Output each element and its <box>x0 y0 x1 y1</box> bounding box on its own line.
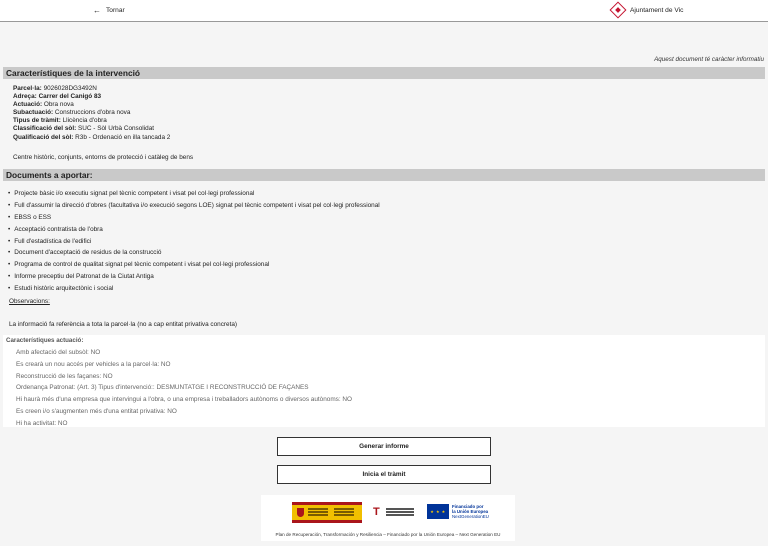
list-item: • EBSS o ESS <box>8 212 380 224</box>
list-item: • Document d'acceptació de residus de la construcció <box>8 247 380 259</box>
field-actuacio: Actuació: Obra nova <box>13 101 74 109</box>
list-item: • Informe preceptiu del Patronat de la Ciutat Antiga <box>8 271 380 283</box>
list-item: • Projecte bàsic i/o executiu signat pel tècnic competent i visat pel col·legi professional <box>8 188 380 200</box>
protection-note: Centre històric, conjunts, entorns de protecció i catàleg de bens <box>13 154 194 161</box>
informative-notice: Aquest document té caràcter informatiu <box>654 56 764 63</box>
list-item: Hi haurà més d'una empresa que intervingui a l'obra, o una empresa i treballadors autònoms o diversos autònoms: NO <box>16 396 352 404</box>
generate-report-button[interactable]: Generar informe <box>277 437 491 456</box>
list-item: Hi ha activitat: NO <box>16 419 68 427</box>
list-item: • Full d'estadística de l'edifici <box>8 236 380 248</box>
top-bar <box>0 0 768 22</box>
parcel-info: La informació fa referència a tota la parcel·la (no a cap entitat privativa concreta) <box>9 321 238 328</box>
list-item: • Programa de control de qualitat signat pel tècnic competent i visat pel col·legi professional <box>8 259 380 271</box>
prtr-logo <box>373 504 413 522</box>
brand[interactable] <box>610 2 683 18</box>
actuacio-title: Característiques actuació: <box>6 337 84 344</box>
characteristics-details <box>13 85 170 142</box>
list-item: • Acceptació contratista de l'obra <box>8 224 380 236</box>
documents-list <box>8 188 380 295</box>
back-label: Tornar <box>106 7 125 14</box>
actuacio-list <box>16 347 352 430</box>
list-item: • Full d'assumir la direcció d'obres (facultativa i/o execució segons LOE) signat pel tècnic competent i visat pel col·legi professional <box>8 200 380 212</box>
eu-flag-icon: ★ ★ ★ <box>427 504 449 519</box>
characteristics-header: Característiques de la intervenció <box>3 67 765 79</box>
field-qualificacio: Qualificació del sòl: R3b - Ordenació en illa tancada 2 <box>13 133 171 141</box>
funding-caption: Plan de Recuperación, Transformación y Resiliencia – Financiado por la Unión Europea – Next Generation EU <box>275 532 501 537</box>
documents-header: Documents a aportar: <box>3 169 765 181</box>
list-item: Es crearà un nou accés per vehicles a la parcel·la: NO <box>16 360 171 368</box>
back-button[interactable] <box>93 6 125 15</box>
arrow-left-icon: ← <box>93 6 101 15</box>
observations-title: Observacions: <box>9 298 50 305</box>
field-subactuacio: Subactuació: Construccions d'obra nova <box>13 109 131 117</box>
field-tipus-tramit: Tipus de tràmit: Llicència d'obra <box>13 117 107 125</box>
list-item: • Estudi històric arquitectònic i social <box>8 283 380 295</box>
coat-of-arms-icon <box>297 508 304 517</box>
list-item: Ordenança Patronat: (Art. 3) Tipus d'intervenció:: DESMUNTATGE I RECONSTRUCCIÓ DE FAÇANES <box>16 384 309 392</box>
ajuntament-logo-icon <box>610 2 626 18</box>
brand-name: Ajuntament de Vic <box>630 6 684 14</box>
field-parcela: Parcel·la: 9026028DG3492N <box>13 85 97 92</box>
spanish-government-logo <box>292 502 362 523</box>
start-procedure-button[interactable]: Inicia el tràmit <box>277 465 491 484</box>
eu-funding-text: Financiado por la Unión Europea NextGenerationEU <box>452 504 489 519</box>
prtr-mark-icon: T <box>373 506 380 518</box>
list-item: Amb afectació del subsòl: NO <box>16 349 101 356</box>
field-classificacio: Classificació del sòl: SUC - Sòl Urbà Consolidat <box>13 125 155 133</box>
actuacio-panel <box>3 335 765 427</box>
funding-banner <box>261 495 515 541</box>
list-item: Reconstrucció de les façanes: NO <box>16 372 113 380</box>
list-item: Es creen i/o s'augmenten més d'una entitat privativa: NO <box>16 407 177 415</box>
field-adreca: Adreça: Carrer del Canigó 83 <box>13 93 102 101</box>
